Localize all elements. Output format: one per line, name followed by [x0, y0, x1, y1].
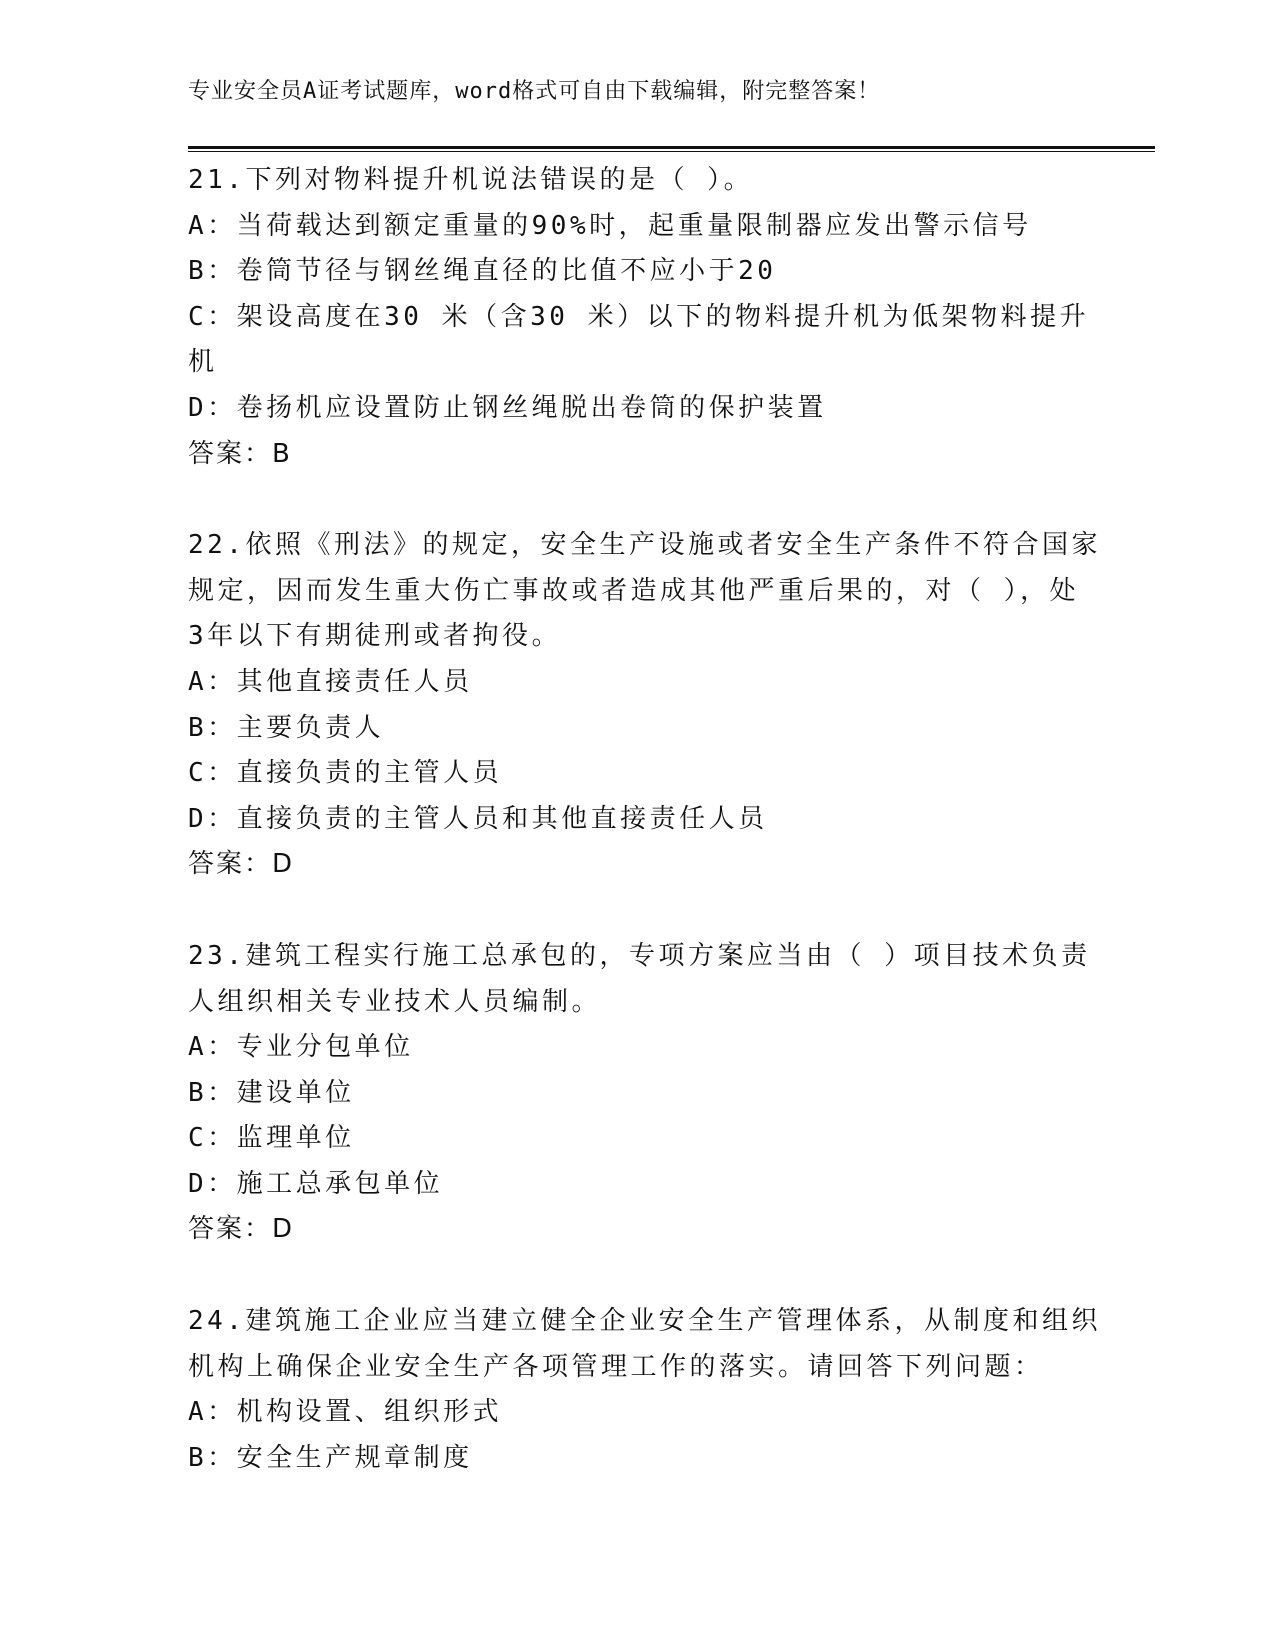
option-line: A：专业分包单位: [188, 1032, 414, 1063]
option-line: A：机构设置、组织形式: [188, 1397, 503, 1428]
question-stem-line: 人组织相关专业技术人员编制。: [188, 986, 602, 1017]
option-line: B：安全生产规章制度: [188, 1442, 473, 1473]
question-stem-line: 规定，因而发生重大伤亡事故或者造成其他严重后果的，对（ ），处: [188, 575, 1080, 606]
answer-line: 答案：D: [188, 849, 295, 880]
option-line: D：直接负责的主管人员和其他直接责任人员: [188, 803, 768, 834]
answer-line: 答案：B: [188, 438, 292, 469]
option-line: B：建设单位: [188, 1077, 355, 1108]
question-block: [188, 934, 1091, 1253]
option-line: B：主要负责人: [188, 712, 385, 743]
answer-line: 答案：D: [188, 1214, 295, 1245]
header-rule-thick: [188, 146, 1155, 149]
question-stem-line: 22.依照《刑法》的规定，安全生产设施或者安全生产条件不符合国家: [188, 530, 1101, 561]
question-stem-line: 3年以下有期徒刑或者拘役。: [188, 621, 562, 652]
option-line: C：监理单位: [188, 1123, 355, 1154]
question-stem-line: 21.下列对物料提升机说法错误的是（ ）。: [188, 165, 754, 195]
header-rule-thin: [188, 151, 1155, 152]
option-line: D：施工总承包单位: [188, 1168, 444, 1199]
option-line: D：卷扬机应设置防止钢丝绳脱出卷筒的保护装置: [188, 392, 827, 423]
option-line: C：架设高度在30 米（含30 米）以下的物料提升机为低架物料提升: [188, 301, 1090, 332]
question-block: [188, 523, 1101, 888]
option-line: 机: [188, 347, 218, 378]
question-block: [188, 1299, 1101, 1481]
question-block: [188, 158, 1088, 477]
option-line: B：卷筒节径与钢丝绳直径的比值不应小于20: [188, 256, 777, 287]
question-list: [188, 158, 1101, 1527]
page-header: 专业安全员A证考试题库，word格式可自由下载编辑，附完整答案！: [188, 79, 881, 104]
option-line: A：其他直接责任人员: [188, 666, 473, 697]
option-line: A：当荷载达到额定重量的90%时，起重量限制器应发出警示信号: [188, 210, 1032, 241]
option-line: C：直接负责的主管人员: [188, 758, 503, 789]
question-stem-line: 24.建筑施工企业应当建立健全企业安全生产管理体系，从制度和组织: [188, 1306, 1101, 1337]
question-stem-line: 机构上确保企业安全生产各项管理工作的落实。请回答下列问题：: [188, 1351, 1044, 1382]
question-stem-line: 23.建筑工程实行施工总承包的，专项方案应当由（ ）项目技术负责: [188, 940, 1091, 971]
